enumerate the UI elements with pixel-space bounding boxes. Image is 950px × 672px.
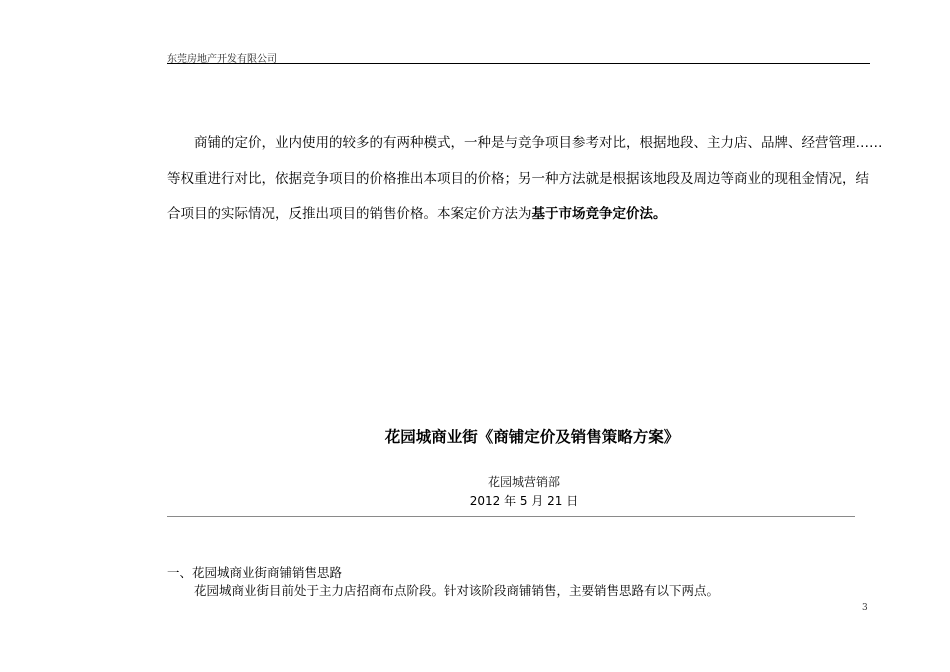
page-number: 3 xyxy=(862,603,868,613)
intro-line-3 xyxy=(167,197,870,233)
intro-line-1: 商铺的定价，业内使用的较多的有两种模式，一种是与竞争项目参考对比，根据地段、主力店、品牌、经营管理…… xyxy=(194,135,883,151)
document-date: 2012 年 5 月 21 日 xyxy=(469,494,579,508)
section-heading: 一、花园城商业街商铺销售思路 xyxy=(167,565,343,580)
header-company-name: 东莞房地产开发有限公司 xyxy=(167,54,277,65)
intro-line-3-text: 合项目的实际情况，反推出项目的销售价格。本案定价方法为 xyxy=(167,206,532,222)
header-divider xyxy=(167,63,870,64)
intro-line-2: 等权重进行对比，依据竞争项目的价格推出本项目的价格；另一种方法就是根据该地段及周边等商业的现租金情况，结 xyxy=(167,170,869,187)
department-name: 花园城营销部 xyxy=(487,475,560,489)
title-divider xyxy=(167,516,855,517)
document-title: 花园城商业街《商铺定价及销售策略方案》 xyxy=(384,428,680,446)
pricing-method-emphasis: 基于市场竞争定价法。 xyxy=(531,206,667,222)
intro-paragraph xyxy=(167,126,883,233)
section-body-text: 花园城商业街目前处于主力店招商布点阶段。针对该阶段商铺销售，主要销售思路有以下两点。 xyxy=(194,583,720,598)
